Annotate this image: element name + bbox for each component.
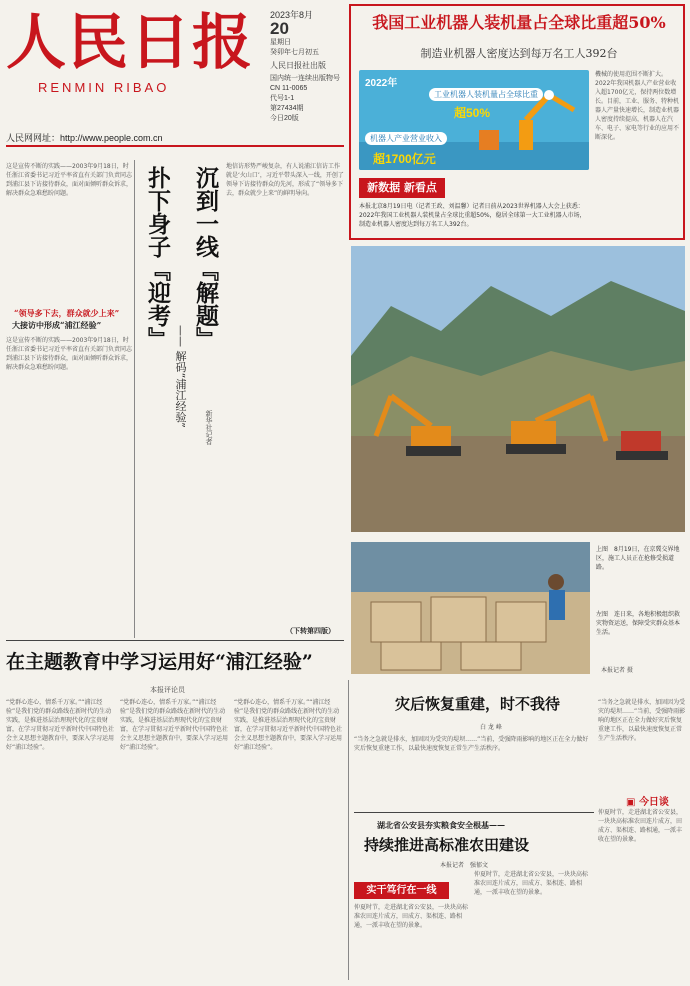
disaster-body-side: “当务之急就是排水，加固因为受灾的堤坝……”当前，受强降雨影响的地区正在全力做好灾后恢复重建工作，以最快速度恢复正常生产生活秩序。 — [598, 699, 686, 742]
excavator-scene-illustration — [351, 246, 685, 532]
feature-kicker: “领导多下去，群众就少上来” — [14, 308, 120, 318]
today-talk-body: 仲夏时节，走进湖北省公安县，一块块高标准农田连片成方，田成方、渠相连、路相通，一派丰收在望的景象。 — [598, 809, 683, 843]
middle-column-body: 地信访形势严峻复杂，有人说浦江信访工作就是‘火山口’，习近平带头深入一线，开创了领导下访接待群众的先河，形成了“领导多下去，群众就少上来”的鲜明导向。 — [226, 163, 344, 197]
photographer-credit: 本报记者 摄 — [601, 667, 633, 674]
editorial-column-2: “党群心连心，情系千万家。”“浦江经验”是我们党的群众路线在新时代的生动实践，是推进基层治理现代化的宝贵财富，在学习贯彻习近平新时代中国特色社会主义思想主题教育中，要深入学习运用好“浦江经验”。 — [120, 699, 229, 751]
publisher: 人民日报社出版 — [270, 61, 326, 70]
today-talk-icon: ▣ — [626, 797, 636, 808]
top-story-subtitle: 制造业机器人密度达到每万名工人392台 — [420, 47, 618, 60]
top-story-title[interactable]: 我国工业机器人装机量占全球比重超50% — [372, 13, 666, 32]
date-year-month: 2023年8月 — [270, 10, 314, 20]
disaster-body: “当务之急就是排水，加固因为受灾的堤坝……”当前，受强降雨影响的地区正在全力做好灾后恢复重建工作，以最快速度恢复正常生产生活秩序。 — [354, 736, 589, 752]
excavator-photo — [351, 246, 685, 532]
feature-subtitle: —— 解码“浦江经验” — [174, 325, 187, 428]
infographic-tag-share: 工业机器人装机量占全球比重 — [429, 88, 543, 101]
top-story-body: 機械的使用范围不断扩大。2022年我国机器人产业营业收入超1700亿元，保持两位数增长。目前，工业、服务、特种机器人产量快速增长，制造业机器人密度持续提高，机器人在汽车、电子、家电等行业的应用不断深化。 — [595, 71, 679, 141]
disaster-headline[interactable]: 灾后恢复重建，时不我待 — [395, 695, 561, 713]
hubei-headline[interactable]: 持续推进高标准农田建设 — [364, 836, 530, 854]
robot-infographic — [359, 70, 589, 170]
cn-label: 国内统一连续出版物号 — [270, 75, 340, 82]
cn-number: CN 11-0065 — [270, 85, 308, 92]
feature-kicker-sub: 大接访中形成“浦江经验” — [12, 320, 102, 330]
hubei-body-2: 仲夏时节，走进湖北省公安县，一块块高标准农田连片成方，田成方、渠相连、路相通，一派丰收在望的景象。 — [474, 871, 589, 896]
date-day: 20 — [270, 19, 289, 38]
masthead-rule — [6, 145, 344, 147]
photo-caption-bottom: 左图 连日来，各地积极组织救灾物资运送，保障受灾群众基本生活。 — [596, 611, 681, 636]
page-count: 今日20版 — [270, 115, 299, 122]
hubei-kicker: 湖北省公安县夯实粮食安全根基—— — [377, 820, 505, 830]
new-data-badge: 新数据 新看点 — [359, 178, 445, 198]
infographic-value-share: 超50% — [454, 106, 491, 120]
right-section-divider — [348, 680, 349, 980]
feature-reporter: 新华社记者 — [205, 410, 213, 445]
relief-supplies-illustration — [351, 542, 590, 674]
today-talk-text: 今日谈 — [638, 797, 669, 808]
top-story-box[interactable] — [349, 4, 685, 240]
infographic-tag-revenue: 机器人产业营业收入 — [365, 132, 447, 145]
continued-label[interactable]: （下转第四版） — [286, 626, 335, 635]
photo-caption-top: 上图 8月19日，在京冀交界地区，施工人员正在抢修受损道路。 — [596, 546, 680, 571]
top-story-lead: 本报北京8月19日电（记者王政、刘温馨）记者日前从2023世界机器人大会上获悉：2022年我国工业机器人装机量占全球比重超50%，稳居全球第一大工业机器人市场，制造业机器人密度达到每万名工人392台。 — [359, 203, 586, 228]
disaster-byline: 白 龙 峰 — [480, 724, 502, 731]
walk-label-badge: 实干笃行在一线 — [354, 882, 449, 899]
newspaper-logo: 人民日报 — [6, 8, 254, 78]
left-column-body-2: 这是宣传不断的实践——2003年9月18日，时任浙江省委书记习近平率省直有关部门负责同志到浦江县下访接待群众，面对面倾听群众诉求，解决群众急难愁盼问题。 — [6, 337, 132, 371]
date-weekday: 星期日 — [270, 39, 291, 46]
hubei-rule — [354, 812, 594, 813]
editorial-column-1: “党群心连心，情系千万家。”“浦江经验”是我们党的群众路线在新时代的生动实践，是推进基层治理现代化的宝贵财富，在学习贯彻习近平新时代中国特色社会主义思想主题教育中，要深入学习运用好“浦江经验”。 — [6, 699, 115, 751]
date-block — [270, 10, 345, 130]
logo-pinyin: RENMIN RIBAO — [38, 80, 170, 95]
today-talk-label — [626, 793, 669, 808]
website-url[interactable]: 人民网网址：http://www.people.com.cn — [6, 133, 163, 143]
editorial-column-3: “党群心连心，情系千万家。”“浦江经验”是我们党的群众路线在新时代的生动实践，是推进基层治理现代化的宝贵财富，在学习贯彻习近平新时代中国特色社会主义思想主题教育中，要深入学习运用好“浦江经验”。 — [234, 699, 343, 751]
date-lunar: 癸卯年七月初五 — [270, 49, 319, 56]
postal-code: 代号1-1 — [270, 95, 295, 102]
section-rule — [6, 640, 344, 641]
hubei-byline: 本报记者 强郁文 — [440, 862, 489, 869]
supplies-photo — [351, 542, 590, 674]
hubei-body-1: 仲夏时节，走进湖北省公安县，一块块高标准农田连片成方，田成方、渠相连、路相通，一派丰收在望的景象。 — [354, 904, 469, 929]
infographic-year: 2022年 — [365, 78, 398, 89]
main-headline-byline: 本报评论员 — [150, 686, 185, 694]
left-column-body: 这是宣传不断的实践——2003年9月18日，时任浙江省委书记习近平率省直有关部门负责同志到浦江县下访接待群众，面对面倾听群众诉求，解决群众急难愁盼问题。 — [6, 163, 132, 197]
column-divider — [134, 160, 135, 638]
feature-title-1[interactable]: 扑下身子『迎考』 — [144, 166, 171, 350]
issue-number: 第27434期 — [270, 105, 304, 112]
main-headline[interactable]: 在主题教育中学习运用好“浦江经验” — [6, 651, 313, 673]
feature-title-2[interactable]: 沉到一线『解题』 — [192, 166, 219, 350]
infographic-value-revenue: 超1700亿元 — [373, 152, 436, 166]
